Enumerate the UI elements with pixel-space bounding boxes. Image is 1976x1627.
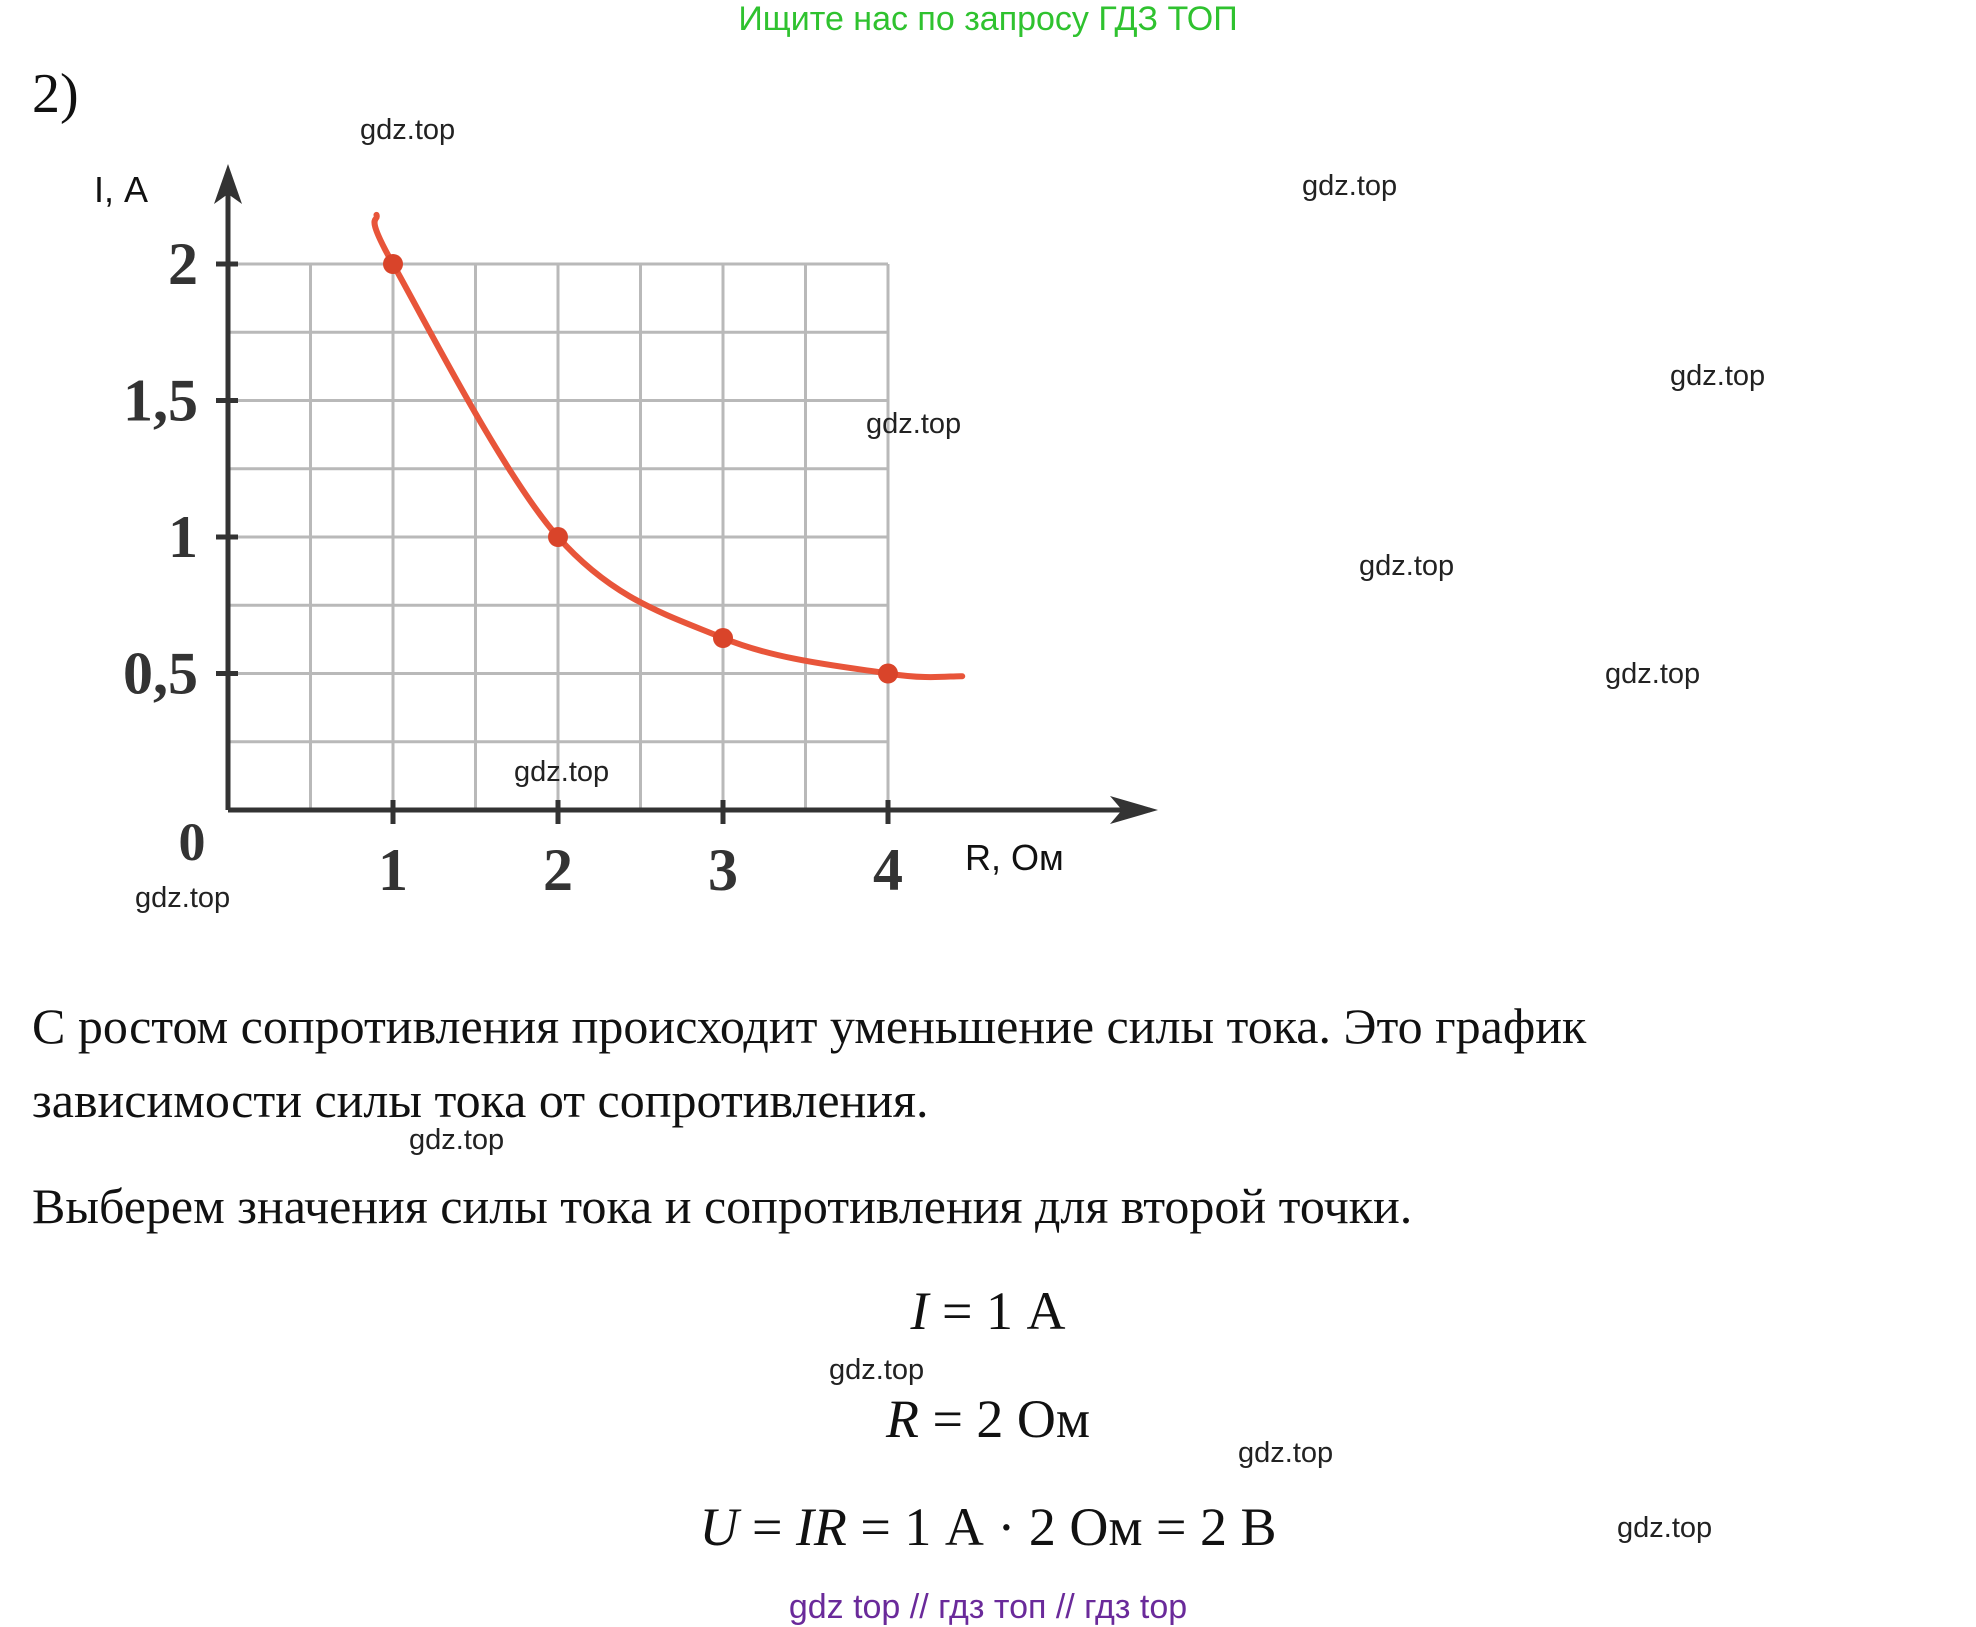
series-line: [374, 215, 962, 677]
y-tick-label: 1: [168, 504, 198, 570]
text-line-1: С ростом сопротивления происходит уменьшение силы тока. Это график: [32, 998, 1587, 1054]
watermark: gdz.top: [135, 882, 231, 914]
x-tick-label: 1: [378, 837, 408, 903]
y-tick-label: 2: [168, 231, 198, 297]
data-point: [548, 527, 568, 547]
x-tick-label: 3: [708, 837, 738, 903]
watermark: gdz.top: [1617, 1512, 1713, 1544]
data-point: [383, 254, 403, 274]
watermark: gdz.top: [1302, 170, 1398, 202]
top-banner[interactable]: Ищите нас по запросу ГДЗ ТОП: [738, 0, 1238, 38]
watermark: gdz.top: [829, 1354, 925, 1386]
formula-eq: =: [738, 1497, 796, 1557]
origin-label: 0: [178, 812, 206, 872]
data-point: [713, 628, 733, 648]
y-axis-label: I, А: [94, 169, 149, 210]
watermark: gdz.top: [360, 114, 456, 146]
formula-var: I: [910, 1281, 929, 1341]
formula-current: [0, 1280, 1976, 1342]
watermark: gdz.top: [1605, 658, 1701, 690]
watermark: gdz.top: [1359, 550, 1455, 582]
text-line-3: Выберем значения силы тока и сопротивления для второй точки.: [32, 1178, 1413, 1234]
formula-var: R: [885, 1389, 919, 1449]
formula-resistance: [0, 1388, 1976, 1450]
curve: [374, 215, 962, 677]
text-line-2: зависимости силы тока от сопротивления.: [32, 1072, 929, 1128]
watermark: gdz.top: [409, 1124, 505, 1156]
formula-value: = 2 Ом: [918, 1389, 1091, 1449]
current-resistance-chart: [30, 160, 1220, 950]
watermark: gdz.top: [1238, 1437, 1334, 1469]
x-tick-label: 2: [543, 837, 573, 903]
watermark: gdz.top: [1670, 360, 1766, 392]
formula-var: IR: [795, 1497, 847, 1557]
formula-voltage: [0, 1496, 1976, 1558]
formula-value: = 1 А: [928, 1281, 1066, 1341]
x-axis-label: R, Ом: [965, 837, 1064, 878]
formula-var: U: [699, 1497, 739, 1557]
formula-value: = 1 А · 2 Ом = 2 В: [846, 1497, 1277, 1557]
footer-links[interactable]: gdz top // гдз топ // гдз top: [788, 1588, 1188, 1626]
watermark: gdz.top: [514, 756, 610, 788]
x-tick-label: 4: [873, 837, 903, 903]
watermark: gdz.top: [866, 408, 962, 440]
y-tick-label: 0,5: [123, 640, 198, 707]
data-point: [878, 664, 898, 684]
task-number: 2): [32, 63, 79, 125]
y-tick-label: 1,5: [123, 367, 198, 434]
